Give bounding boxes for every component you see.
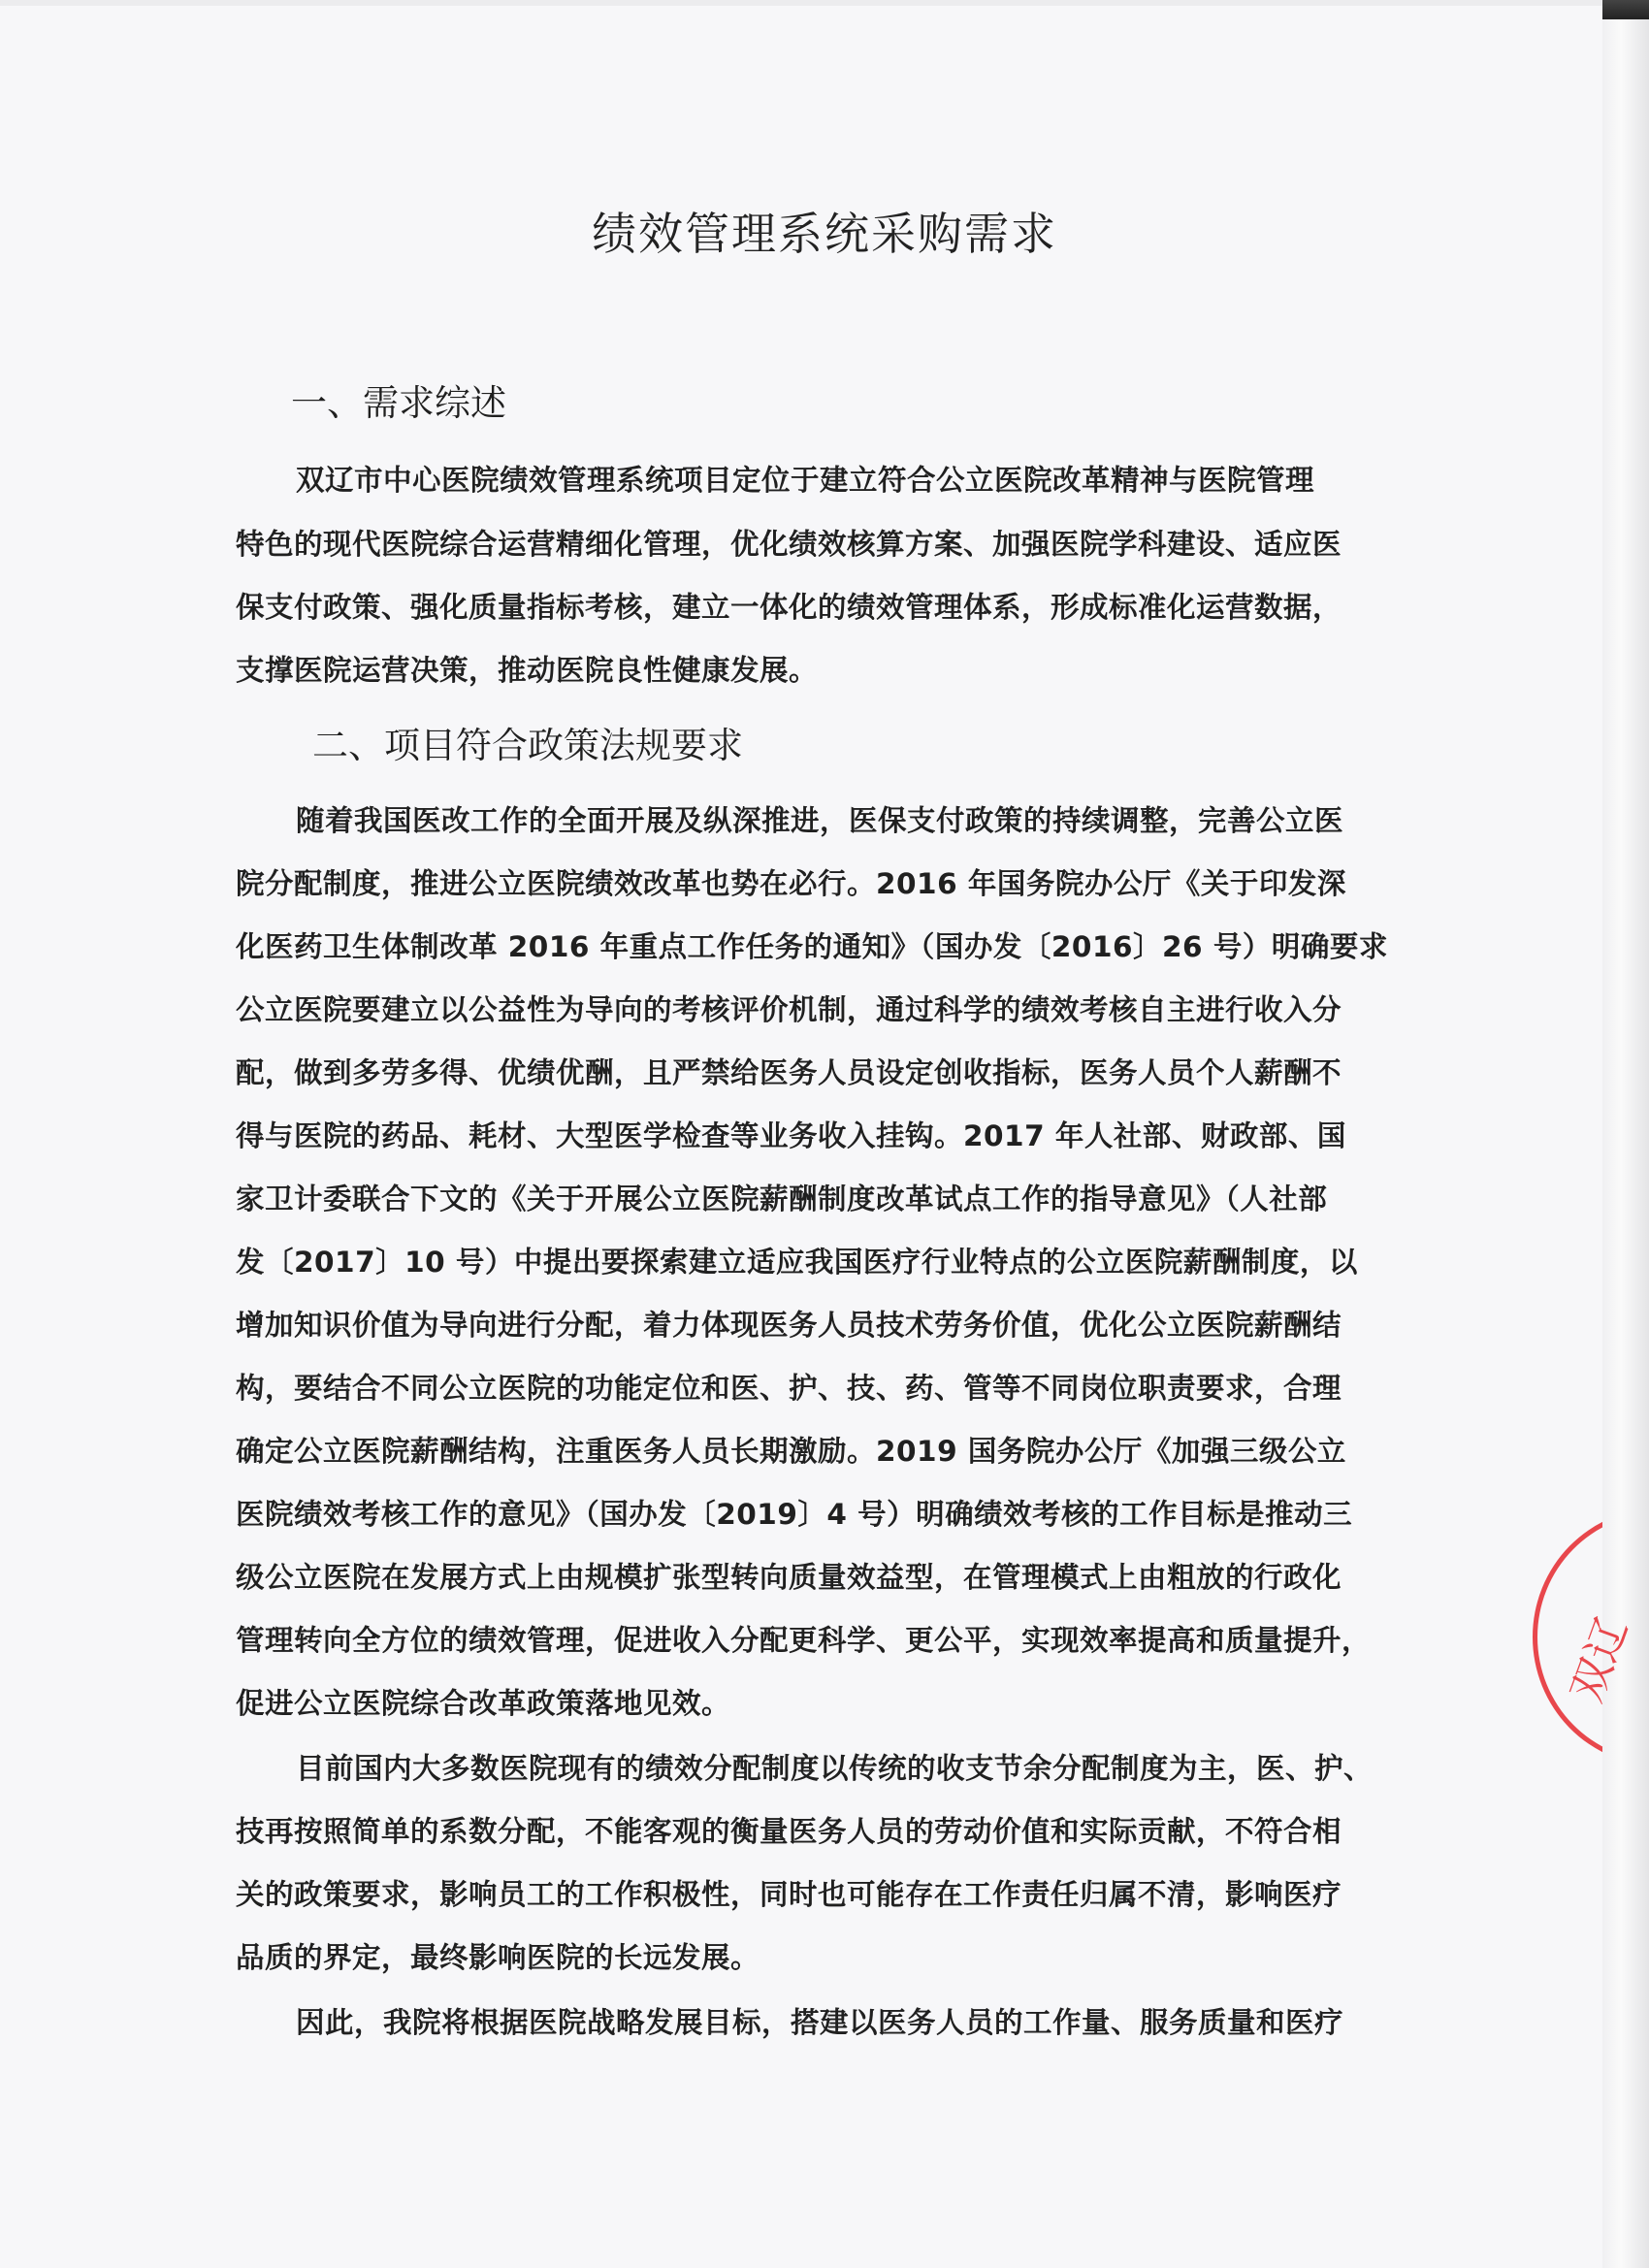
paragraph-line: 得与医院的药品、耗材、大型医学检查等业务收入挂钩。2017 年人社部、财政部、国 bbox=[236, 1119, 1346, 1152]
paragraph-line: 级公立医院在发展方式上由规模扩张型转向质量效益型，在管理模式上由粗放的行政化 bbox=[236, 1561, 1342, 1594]
scan-edge-strip bbox=[1602, 19, 1649, 2268]
paragraph-line: 技再按照简单的系数分配，不能客观的衡量医务人员的劳动价值和实际贡献，不符合相 bbox=[236, 1815, 1342, 1848]
paragraph-line: 公立医院要建立以公益性为导向的考核评价机制，通过科学的绩效考核自主进行收入分 bbox=[236, 993, 1342, 1026]
paragraph-line: 确定公立医院薪酬结构，注重医务人员长期激励。2019 国务院办公厅《加强三级公立 bbox=[236, 1435, 1346, 1468]
paragraph-line: 发〔2017〕10 号）中提出要探索建立适应我国医疗行业特点的公立医院薪酬制度，以 bbox=[236, 1246, 1358, 1279]
paragraph-line: 家卫计委联合下文的《关于开展公立医院薪酬制度改革试点工作的指导意见》（人社部 bbox=[236, 1183, 1328, 1215]
document-title: 绩效管理系统采购需求 bbox=[592, 208, 1057, 260]
paragraph-line: 双辽市中心医院绩效管理系统项目定位于建立符合公立医院改革精神与医院管理 bbox=[296, 464, 1315, 497]
seal-text: 双辽 bbox=[1562, 1611, 1638, 1709]
paragraph-line: 目前国内大多数医院现有的绩效分配制度以传统的收支节余分配制度为主，医、护、 bbox=[296, 1752, 1374, 1785]
paragraph-line: 随着我国医改工作的全面开展及纵深推进，医保支付政策的持续调整，完善公立医 bbox=[296, 804, 1344, 837]
scan-edge-bar bbox=[1602, 0, 1649, 19]
paragraph-line: 因此，我院将根据医院战略发展目标，搭建以医务人员的工作量、服务质量和医疗 bbox=[296, 2006, 1344, 2039]
paragraph-line: 配，做到多劳多得、优绩优酬，且严禁给医务人员设定创收指标，医务人员个人薪酬不 bbox=[236, 1056, 1342, 1089]
paragraph-line: 院分配制度，推进公立医院绩效改革也势在必行。2016 年国务院办公厅《关于印发深 bbox=[236, 867, 1346, 900]
paragraph-line: 保支付政策、强化质量指标考核，建立一体化的绩效管理体系，形成标准化运营数据， bbox=[236, 591, 1342, 624]
paragraph-line: 管理转向全方位的绩效管理，促进收入分配更科学、更公平，实现效率提高和质量提升， bbox=[236, 1624, 1372, 1657]
paragraph-line: 支撑医院运营决策，推动医院良性健康发展。 bbox=[236, 654, 819, 687]
paragraph-line: 特色的现代医院综合运营精细化管理，优化绩效核算方案、加强医院学科建设、适应医 bbox=[236, 528, 1342, 561]
paragraph-line: 化医药卫生体制改革 2016 年重点工作任务的通知》（国办发〔2016〕26 号）明确要求 bbox=[236, 930, 1388, 963]
paragraph-line: 增加知识价值为导向进行分配，着力体现医务人员技术劳务价值，优化公立医院薪酬结 bbox=[236, 1309, 1342, 1342]
paragraph-line: 构，要结合不同公立医院的功能定位和医、护、技、药、管等不同岗位职责要求，合理 bbox=[236, 1372, 1342, 1405]
section-heading-overview: 一、需求综述 bbox=[291, 382, 506, 424]
section-heading-policy: 二、项目符合政策法规要求 bbox=[312, 725, 743, 766]
paragraph-line: 关的政策要求，影响员工的工作积极性，同时也可能存在工作责任归属不清，影响医疗 bbox=[236, 1878, 1342, 1911]
paragraph-line: 医院绩效考核工作的意见》（国办发〔2019〕4 号）明确绩效考核的工作目标是推动三 bbox=[236, 1498, 1353, 1531]
paragraph-line: 品质的界定，最终影响医院的长远发展。 bbox=[236, 1941, 760, 1974]
paragraph-line: 促进公立医院综合改革政策落地见效。 bbox=[236, 1687, 731, 1720]
